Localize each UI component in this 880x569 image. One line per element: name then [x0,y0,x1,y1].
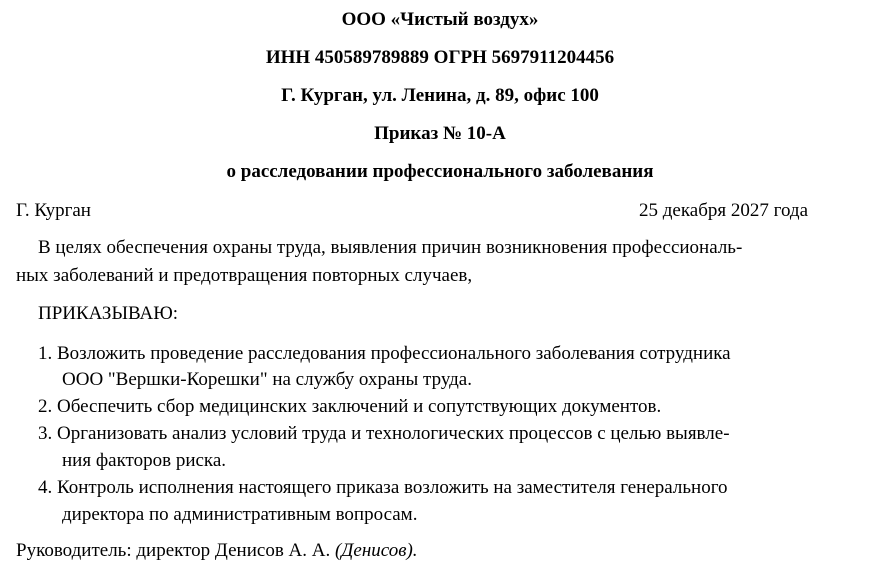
order-city: Г. Курган [16,200,91,221]
list-item-continuation: ния факторов риска. [62,450,227,471]
signature-text: Руководитель: директор Денисов А. А. [16,540,331,561]
list-item-continuation: директора по административным вопросам. [62,504,418,525]
preamble-line-1: В целях обеспечения охраны труда, выявления причин возникновения профессиональ- [38,237,743,258]
org-requisites: ИНН 450589789889 ОГРН 5697911204456 [265,47,615,68]
list-item: 2. Обеспечить сбор медицинских заключений и сопутствующих документов. [38,396,662,417]
org-name: ООО «Чистый воздух» [341,9,539,30]
signature-line [16,539,418,563]
org-address: Г. Курган, ул. Ленина, д. 89, офис 100 [281,85,599,106]
list-item-continuation: ООО "Вершки-Корешки" на службу охраны труда. [62,369,472,390]
list-item: 3. Организовать анализ условий труда и технологических процессов с целью выявле- [38,423,730,444]
order-subject: о расследовании профессионального заболевания [226,161,654,182]
order-title: Приказ № 10-А [374,123,506,144]
list-item: 4. Контроль исполнения настоящего приказа возложить на заместителя генерального [38,477,728,498]
list-item: 1. Возложить проведение расследования профессионального заболевания сотрудника [38,343,731,364]
order-date: 25 декабря 2027 года [639,200,809,221]
preamble-line-2: ных заболеваний и предотвращения повторных случаев, [16,265,473,286]
order-word: ПРИКАЗЫВАЮ: [38,303,179,324]
signature-handwritten: (Денисов). [334,540,418,561]
